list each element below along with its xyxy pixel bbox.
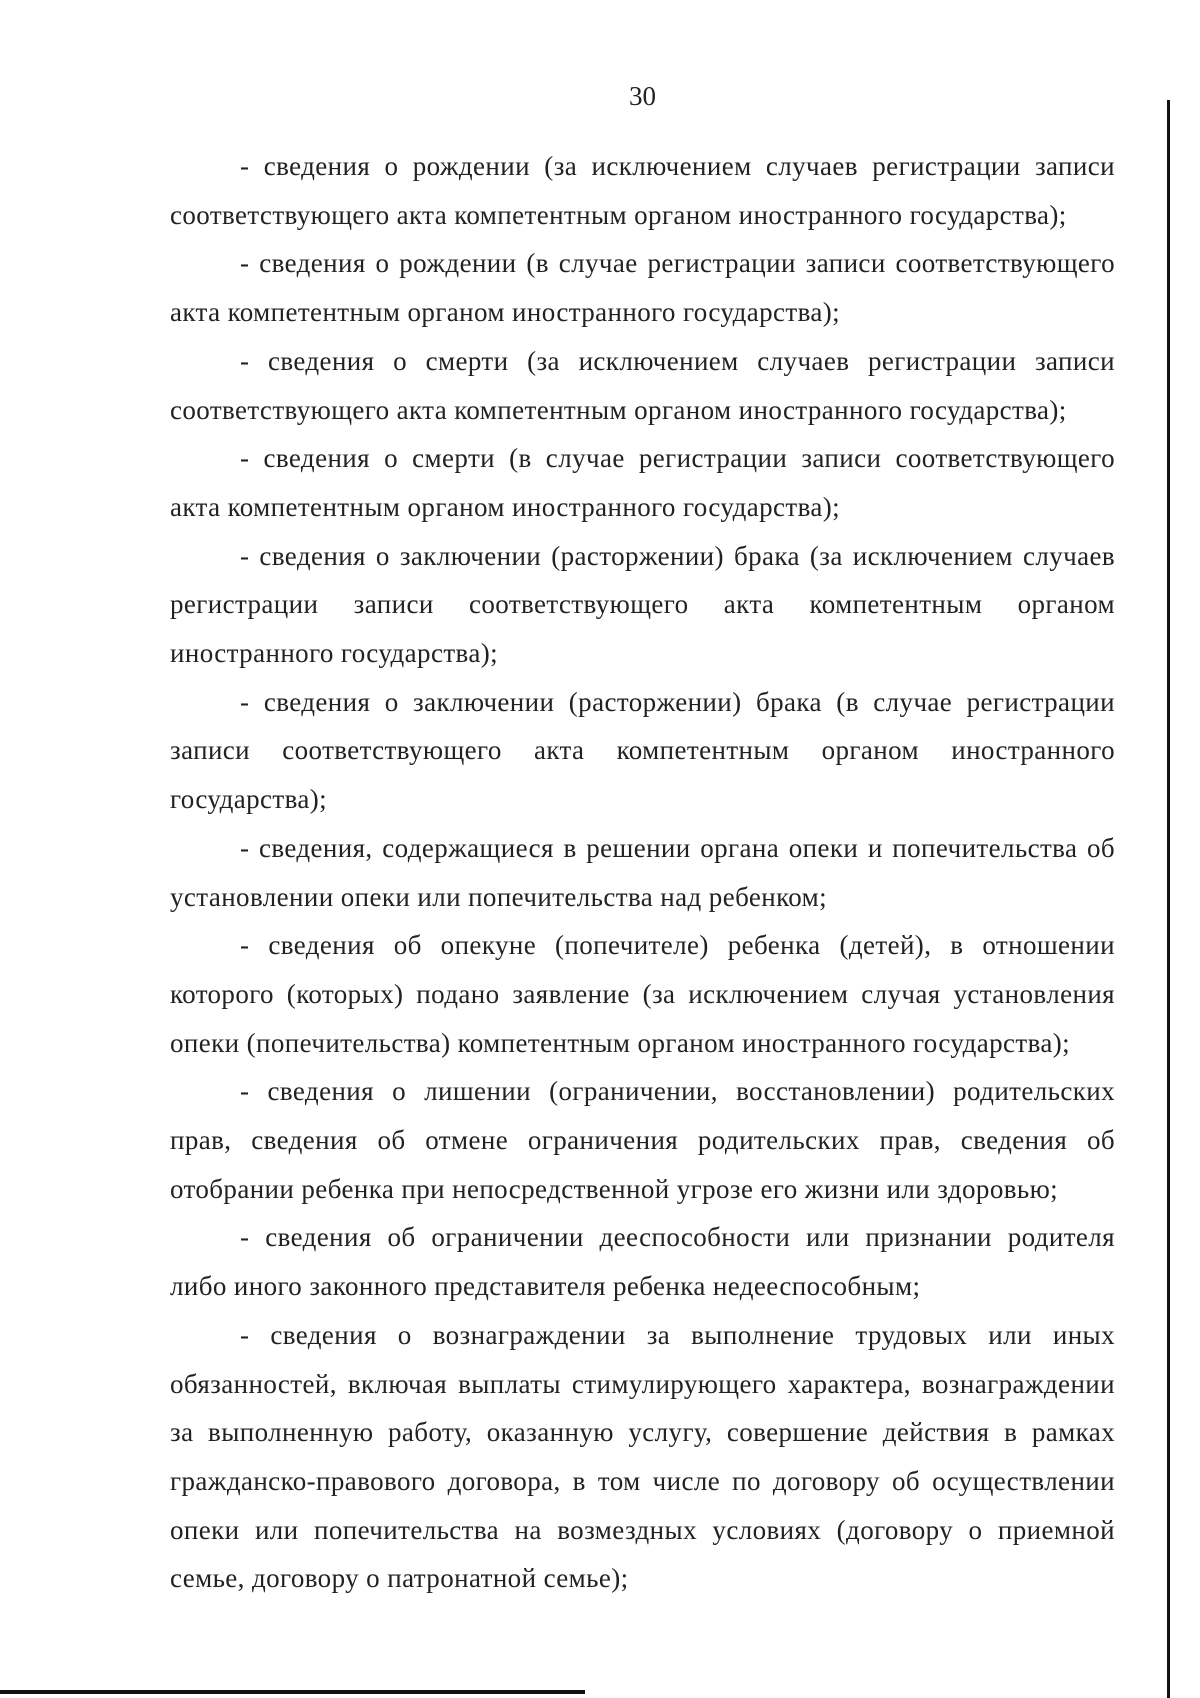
paragraph-marriage-foreign-exclusion: - сведения о заключении (расторжении) брака (за исключением случаев регистрации записи соответствующего акта компетентным органом иностранного государства); [170,540,1115,669]
paragraph-marriage-foreign: - сведения о заключении (расторжении) брака (в случае регистрации записи соответствующего акта компетентным органом иностранного государства); [170,686,1115,815]
page-number: 30 [629,81,656,111]
scan-edge-bottom [0,1690,585,1694]
paragraph-birth-foreign: - сведения о рождении (в случае регистрации записи соответствующего акта компетентным органом иностранного государства); [170,248,1115,328]
paragraph-parental-rights: - сведения о лишении (ограничении, восстановлении) родительских прав, сведения об отмене ограничения родительских прав, сведения об отобрании ребенка при непосредственной угрозе его жизни или здоровью; [170,1076,1115,1204]
paragraph-guardianship-decision: - сведения, содержащиеся в решении органа опеки и попечительства об установлении опеки или попечительства над ребенком; [170,832,1115,912]
scan-edge-right [1167,100,1170,1698]
paragraph-remuneration: - сведения о вознаграждении за выполнение трудовых или иных обязанностей, включая выплаты стимулирующего характера, вознаграждении за выполненную работу, оказанную услугу, совершение действия в рамках гражданско-правового договора, в том числе по договору об осуществлении опеки или попечительства на возмездных условиях (договору о приемной семье, договору о патронатной семье); [170,1319,1115,1594]
paragraph-birth-foreign-exclusion: - сведения о рождении (за исключением случаев регистрации записи соответствующего акта компетентным органом иностранного государства); [170,151,1115,230]
body-text [170,142,1115,1603]
paragraph-incapacity: - сведения об ограничении дееспособности или признании родителя либо иного законного представителя ребенка недееспособным; [170,1222,1115,1302]
paragraph-death-foreign-exclusion: - сведения о смерти (за исключением случаев регистрации записи соответствующего акта компетентным органом иностранного государства); [170,345,1115,425]
paragraph-death-foreign: - сведения о смерти (в случае регистрации записи соответствующего акта компетентным органом иностранного государства); [170,443,1115,522]
paragraph-guardian-info: - сведения об опекуне (попечителе) ребенка (детей), в отношении которого (которых) подано заявление (за исключением случая установления опеки (попечительства) компетентным органом иностранного государства); [170,930,1115,1058]
